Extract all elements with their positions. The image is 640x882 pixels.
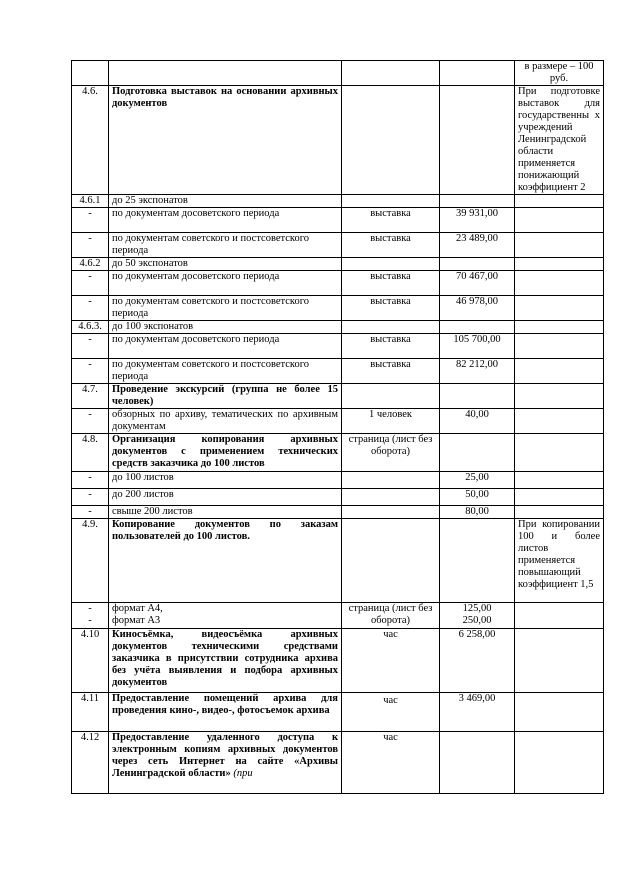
- service-name: Организация копирования архивных документов с применением технических средств заказчика до 100 листов: [109, 434, 342, 472]
- row-number: -: [72, 208, 109, 233]
- row-number: 4.12: [72, 732, 109, 794]
- service-name: [109, 61, 342, 86]
- note-cell: [515, 384, 604, 409]
- unit-cell: [342, 472, 440, 489]
- note-cell: [515, 271, 604, 296]
- unit-cell: час: [342, 732, 440, 794]
- row-number: [72, 603, 109, 629]
- table-row: [72, 629, 604, 693]
- unit-cell: [342, 384, 440, 409]
- price-cell: 82 212,00: [440, 359, 515, 384]
- service-name: Подготовка выставок на основании архивных документов: [109, 86, 342, 195]
- unit-cell: час: [342, 693, 440, 732]
- price-cell: [440, 258, 515, 271]
- row-number: -: [72, 472, 109, 489]
- price-cell: [440, 603, 515, 629]
- unit-cell: [342, 195, 440, 208]
- price-cell: [440, 61, 515, 86]
- service-name: Киносъёмка, видеосъёмка архивных документов техническими средствами заказчика в присутствии сотрудника архива без учёта выявления и подбора архивных документов: [109, 629, 342, 693]
- row-number: 4.7.: [72, 384, 109, 409]
- service-name: по документам досоветского периода: [109, 208, 342, 233]
- service-name: по документам советского и постсоветского периода: [109, 359, 342, 384]
- unit-cell: [342, 506, 440, 519]
- price-cell: [440, 519, 515, 603]
- price-cell: [440, 195, 515, 208]
- price-cell: 3 469,00: [440, 693, 515, 732]
- service-name: Предоставление помещений архива для проведения кино-, видео-, фотосъемок архива: [109, 693, 342, 732]
- row-number: -: [72, 334, 109, 359]
- row-number: 4.6.3.: [72, 321, 109, 334]
- service-name: обзорных по архиву, тематических по архивным документам: [109, 409, 342, 434]
- row-number: -: [72, 271, 109, 296]
- row-number: 4.8.: [72, 434, 109, 472]
- note-cell: в размере – 100 руб.: [515, 61, 604, 86]
- note-cell: [515, 732, 604, 794]
- note-cell: [515, 334, 604, 359]
- table-row: [72, 296, 604, 321]
- price-a4: 125,00: [462, 603, 492, 614]
- unit-cell: [342, 258, 440, 271]
- table-row: [72, 271, 604, 296]
- table-row: [72, 472, 604, 489]
- note-cell: [515, 489, 604, 506]
- row-number: 4.6.2: [72, 258, 109, 271]
- note-cell: [515, 321, 604, 334]
- price-cell: 25,00: [440, 472, 515, 489]
- unit-cell: [342, 489, 440, 506]
- service-name: до 100 листов: [109, 472, 342, 489]
- price-cell: 23 489,00: [440, 233, 515, 258]
- table-row: [72, 693, 604, 732]
- price-cell: 39 931,00: [440, 208, 515, 233]
- table-row: [72, 86, 604, 195]
- service-name: по документам советского и постсоветского периода: [109, 233, 342, 258]
- note-cell: [515, 208, 604, 233]
- table-row: [72, 519, 604, 603]
- note-cell: [515, 258, 604, 271]
- row-number: -: [72, 359, 109, 384]
- row-number: 4.11: [72, 693, 109, 732]
- unit-cell: выставка: [342, 296, 440, 321]
- row-number: 4.6.1: [72, 195, 109, 208]
- format-a4-label: формат А4,: [112, 603, 163, 614]
- row-number: 4.10: [72, 629, 109, 693]
- service-name: по документам досоветского периода: [109, 271, 342, 296]
- table-row: [72, 359, 604, 384]
- price-cell: 50,00: [440, 489, 515, 506]
- table-row: [72, 506, 604, 519]
- table-row: [72, 384, 604, 409]
- price-cell: [440, 384, 515, 409]
- unit-cell: страница (лист без оборота): [342, 434, 440, 472]
- price-cell: [440, 732, 515, 794]
- service-name: Проведение экскурсий (группа не более 15 человек): [109, 384, 342, 409]
- service-name: по документам советского и постсоветского периода: [109, 296, 342, 321]
- price-cell: 80,00: [440, 506, 515, 519]
- price-cell: 46 978,00: [440, 296, 515, 321]
- service-name: до 25 экспонатов: [109, 195, 342, 208]
- unit-cell: выставка: [342, 334, 440, 359]
- note-cell: [515, 359, 604, 384]
- service-name-text: Предоставление удаленного доступа к электронным копиям архивных документов через сеть Интернет на сайте «Архивы Ленинградской области»: [112, 732, 338, 779]
- service-name: по документам досоветского периода: [109, 334, 342, 359]
- unit-cell: [342, 321, 440, 334]
- table-row: [72, 208, 604, 233]
- unit-cell: 1 человек: [342, 409, 440, 434]
- unit-cell: выставка: [342, 271, 440, 296]
- note-cell: При копировании 100 и более листов применяется повышающий коэффициент 1,5: [515, 519, 604, 603]
- row-number-line: -: [88, 615, 92, 626]
- price-cell: 105 700,00: [440, 334, 515, 359]
- service-name: Копирование документов по заказам пользователей до 100 листов.: [109, 519, 342, 603]
- table-row: [72, 321, 604, 334]
- note-cell: При подготовке выставок для государственны х учреждений Ленинградской области применяется понижающий коэффициент 2: [515, 86, 604, 195]
- row-number: [72, 61, 109, 86]
- table-row: [72, 603, 604, 629]
- price-cell: 6 258,00: [440, 629, 515, 693]
- note-cell: [515, 693, 604, 732]
- note-cell: [515, 233, 604, 258]
- note-cell: [515, 629, 604, 693]
- price-cell: [440, 86, 515, 195]
- unit-cell: [342, 86, 440, 195]
- service-name: до 50 экспонатов: [109, 258, 342, 271]
- format-a3-label: формат А3: [112, 615, 161, 626]
- unit-cell: выставка: [342, 233, 440, 258]
- table-row: [72, 434, 604, 472]
- price-cell: 40,00: [440, 409, 515, 434]
- service-name-italic: (при: [233, 768, 253, 779]
- row-number: -: [72, 233, 109, 258]
- note-cell: [515, 472, 604, 489]
- service-name: до 200 листов: [109, 489, 342, 506]
- row-number: 4.9.: [72, 519, 109, 603]
- table-row: [72, 489, 604, 506]
- price-cell: [440, 434, 515, 472]
- service-name: до 100 экспонатов: [109, 321, 342, 334]
- table-row: [72, 258, 604, 271]
- note-cell: [515, 296, 604, 321]
- table-row: [72, 732, 604, 794]
- service-name: [109, 603, 342, 629]
- table-row: [72, 409, 604, 434]
- service-name: [109, 732, 342, 794]
- price-cell: 70 467,00: [440, 271, 515, 296]
- service-name: свыше 200 листов: [109, 506, 342, 519]
- unit-cell: час: [342, 629, 440, 693]
- row-number: -: [72, 489, 109, 506]
- row-number: -: [72, 506, 109, 519]
- table-row: [72, 195, 604, 208]
- unit-cell: [342, 61, 440, 86]
- price-cell: [440, 321, 515, 334]
- table-row: [72, 61, 604, 86]
- price-a3: 250,00: [462, 615, 492, 626]
- unit-cell: выставка: [342, 208, 440, 233]
- table-row: [72, 334, 604, 359]
- note-cell: [515, 409, 604, 434]
- row-number: -: [72, 296, 109, 321]
- row-number: -: [72, 409, 109, 434]
- note-cell: [515, 195, 604, 208]
- row-number: 4.6.: [72, 86, 109, 195]
- note-cell: [515, 603, 604, 629]
- note-cell: [515, 434, 604, 472]
- unit-cell: страница (лист без оборота): [342, 603, 440, 629]
- price-table: [71, 60, 604, 794]
- row-number-line: -: [88, 603, 92, 614]
- unit-cell: [342, 519, 440, 603]
- note-cell: [515, 506, 604, 519]
- table-row: [72, 233, 604, 258]
- unit-cell: выставка: [342, 359, 440, 384]
